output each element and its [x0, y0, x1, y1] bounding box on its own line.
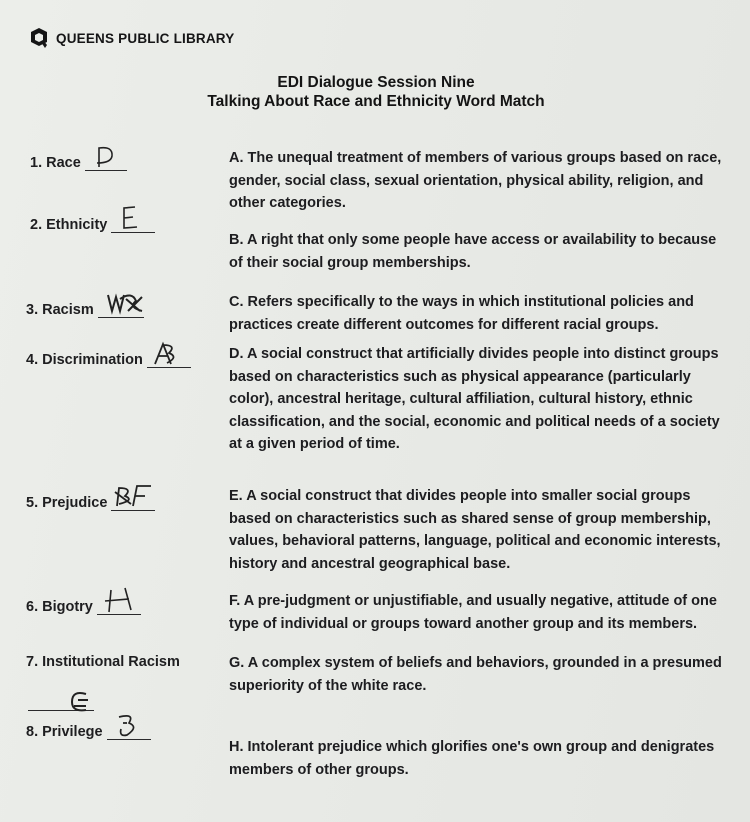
library-logo — [30, 25, 234, 51]
answer-blank[interactable] — [28, 690, 94, 711]
answer-blank[interactable] — [147, 345, 191, 368]
term-racism — [26, 295, 144, 318]
definition-b: B. A right that only some people have access or availability to because of their social group memberships. — [229, 232, 717, 271]
term-privilege — [26, 717, 151, 740]
answer-blank[interactable] — [107, 717, 151, 740]
answer-blank[interactable] — [85, 148, 127, 171]
term-ethnicity — [30, 210, 155, 233]
term-label: 3. Racism — [26, 302, 94, 318]
definition-g: G. A complex system of beliefs and behaviors, grounded in a presumed superiority of the white race. — [229, 655, 722, 694]
term-label: 7. Institutional Racism — [26, 654, 180, 670]
definition-c: C. Refers specifically to the ways in which institutional policies and practices create different outcomes for different racial groups. — [229, 294, 694, 333]
definition-h: H. Intolerant prejudice which glorifies one's own group and denigrates members of other groups. — [229, 739, 715, 778]
term-label: 6. Bigotry — [26, 599, 93, 615]
handwritten-answer-f — [111, 482, 155, 510]
answer-blank[interactable] — [97, 592, 141, 615]
definition-f: F. A pre-judgment or unjustifiable, and usually negative, attitude of one type of individual or groups toward another group and its members. — [229, 593, 717, 632]
definition-a: A. The unequal treatment of members of various groups based on race, gender, social class, sexual orientation, physical ability, religion, and other categories. — [229, 150, 722, 211]
term-label: 5. Prejudice — [26, 495, 108, 511]
term-label: 2. Ethnicity — [30, 217, 108, 233]
definition-d: D. A social construct that artificially divides people into distinct groups based on characteristics such as physical appearance (particularly color), ancestral heritage, cultural affiliation, cultural history, ethnic classification, and the social, economic and political needs of a society at a given period of time. — [229, 346, 720, 452]
handwritten-answer-e — [111, 204, 155, 232]
handwritten-answer-b — [107, 711, 151, 739]
answer-blank[interactable] — [111, 488, 155, 511]
worksheet-title: Talking About Race and Ethnicity Word Match — [207, 93, 545, 110]
answer-blank[interactable] — [98, 295, 144, 318]
term-prejudice — [26, 488, 155, 511]
answer-blank[interactable] — [111, 210, 155, 233]
term-discrimination — [26, 345, 191, 368]
handwritten-scribble-icon — [98, 289, 144, 317]
handwritten-answer-d — [85, 142, 127, 170]
term-race — [30, 148, 127, 171]
term-label: 4. Discrimination — [26, 352, 143, 368]
handwritten-answer-a — [147, 339, 191, 367]
handwritten-answer-h — [97, 586, 141, 614]
session-title: EDI Dialogue Session Nine — [277, 74, 475, 91]
handwritten-answer-c — [64, 688, 94, 716]
queens-library-q-logo-icon — [30, 27, 48, 49]
term-institutional-racism — [26, 654, 180, 670]
library-name: QUEENS PUBLIC LIBRARY — [56, 30, 235, 46]
term-bigotry — [26, 592, 141, 615]
definition-e: E. A social construct that divides people into smaller social groups based on characteristics such as shared sense of group membership, values, behavioral patterns, language, political and economic interests, history and ancestral geographical base. — [229, 488, 721, 572]
term-label: 8. Privilege — [26, 724, 103, 740]
term-label: 1. Race — [30, 155, 81, 171]
